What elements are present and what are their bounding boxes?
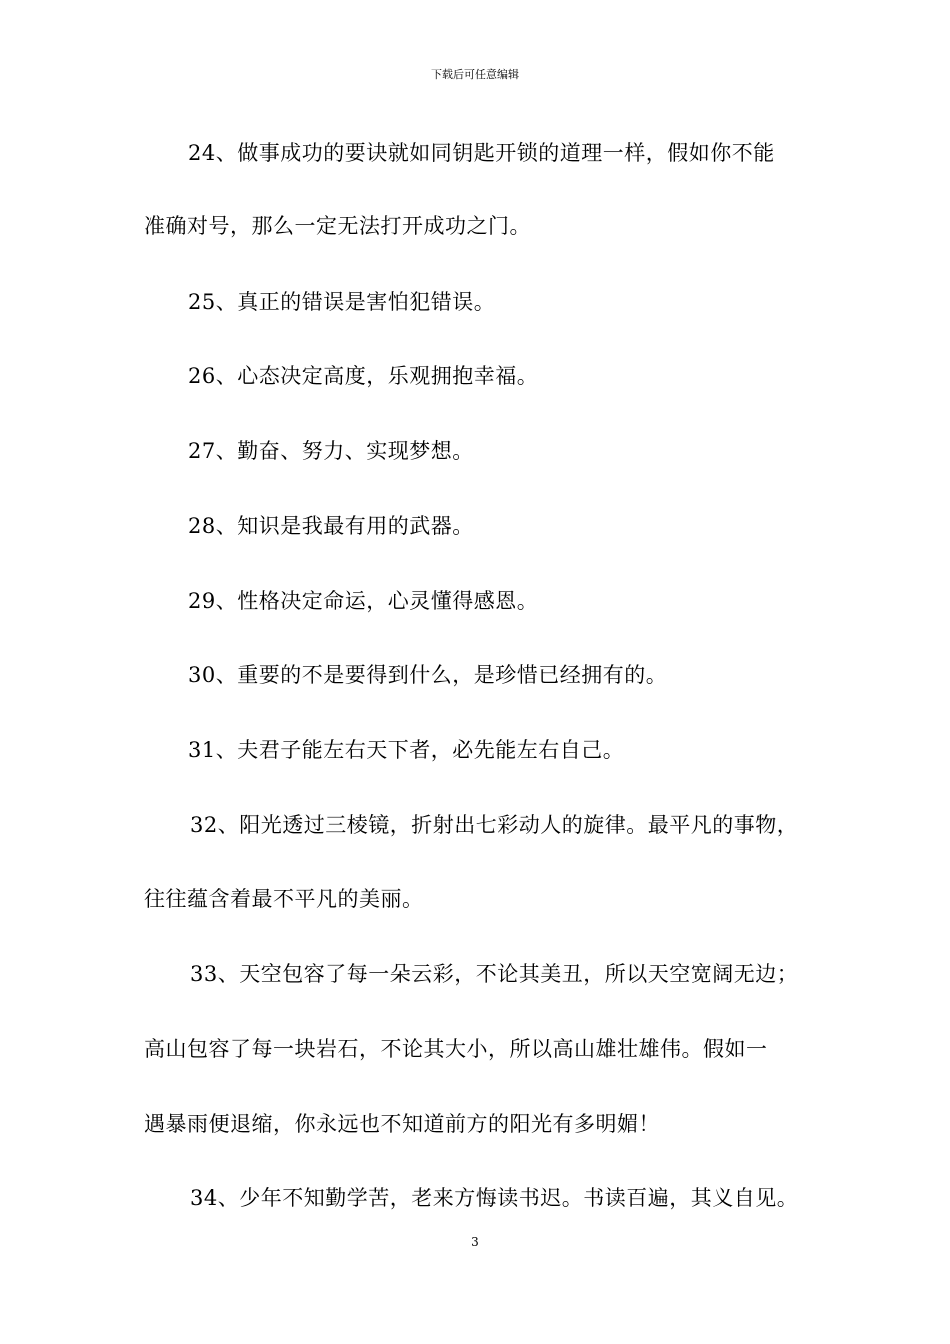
page-number: 3 xyxy=(471,1235,479,1249)
paragraph-33-line-3: 遇暴雨便退缩，你永远也不知道前方的阳光有多明媚！ xyxy=(144,1112,660,1136)
paragraph-32-line-2: 往往蕴含着最不平凡的美丽。 xyxy=(144,887,424,911)
paragraph-24-line-2: 准确对号，那么一定无法打开成功之门。 xyxy=(144,214,531,238)
paragraph-31: 31、夫君子能左右天下者，必先能左右自己。 xyxy=(188,738,625,762)
paragraph-33-line-1: 33、天空包容了每一朵云彩，不论其美丑，所以天空宽阔无边； xyxy=(190,962,799,986)
paragraph-29: 29、性格决定命运，心灵懂得感恩。 xyxy=(188,589,539,613)
paragraph-33-line-2: 高山包容了每一块岩石，不论其大小，所以高山雄壮雄伟。假如一 xyxy=(144,1037,768,1061)
paragraph-30: 30、重要的不是要得到什么，是珍惜已经拥有的。 xyxy=(188,663,668,687)
paragraph-26: 26、心态决定高度，乐观拥抱幸福。 xyxy=(188,364,539,388)
paragraph-28: 28、知识是我最有用的武器。 xyxy=(188,514,474,538)
paragraph-24-line-1: 24、做事成功的要诀就如同钥匙开锁的道理一样，假如你不能 xyxy=(188,141,775,165)
paragraph-25: 25、真正的错误是害怕犯错误。 xyxy=(188,290,496,314)
paragraph-27: 27、勤奋、努力、实现梦想。 xyxy=(188,439,474,463)
paragraph-34: 34、少年不知勤学苦，老来方悔读书迟。书读百遍，其义自见。 xyxy=(190,1186,799,1210)
paragraph-32-line-1: 32、阳光透过三棱镜，折射出七彩动人的旋律。最平凡的事物， xyxy=(190,813,799,837)
page-header: 下载后可任意编辑 xyxy=(431,68,519,81)
